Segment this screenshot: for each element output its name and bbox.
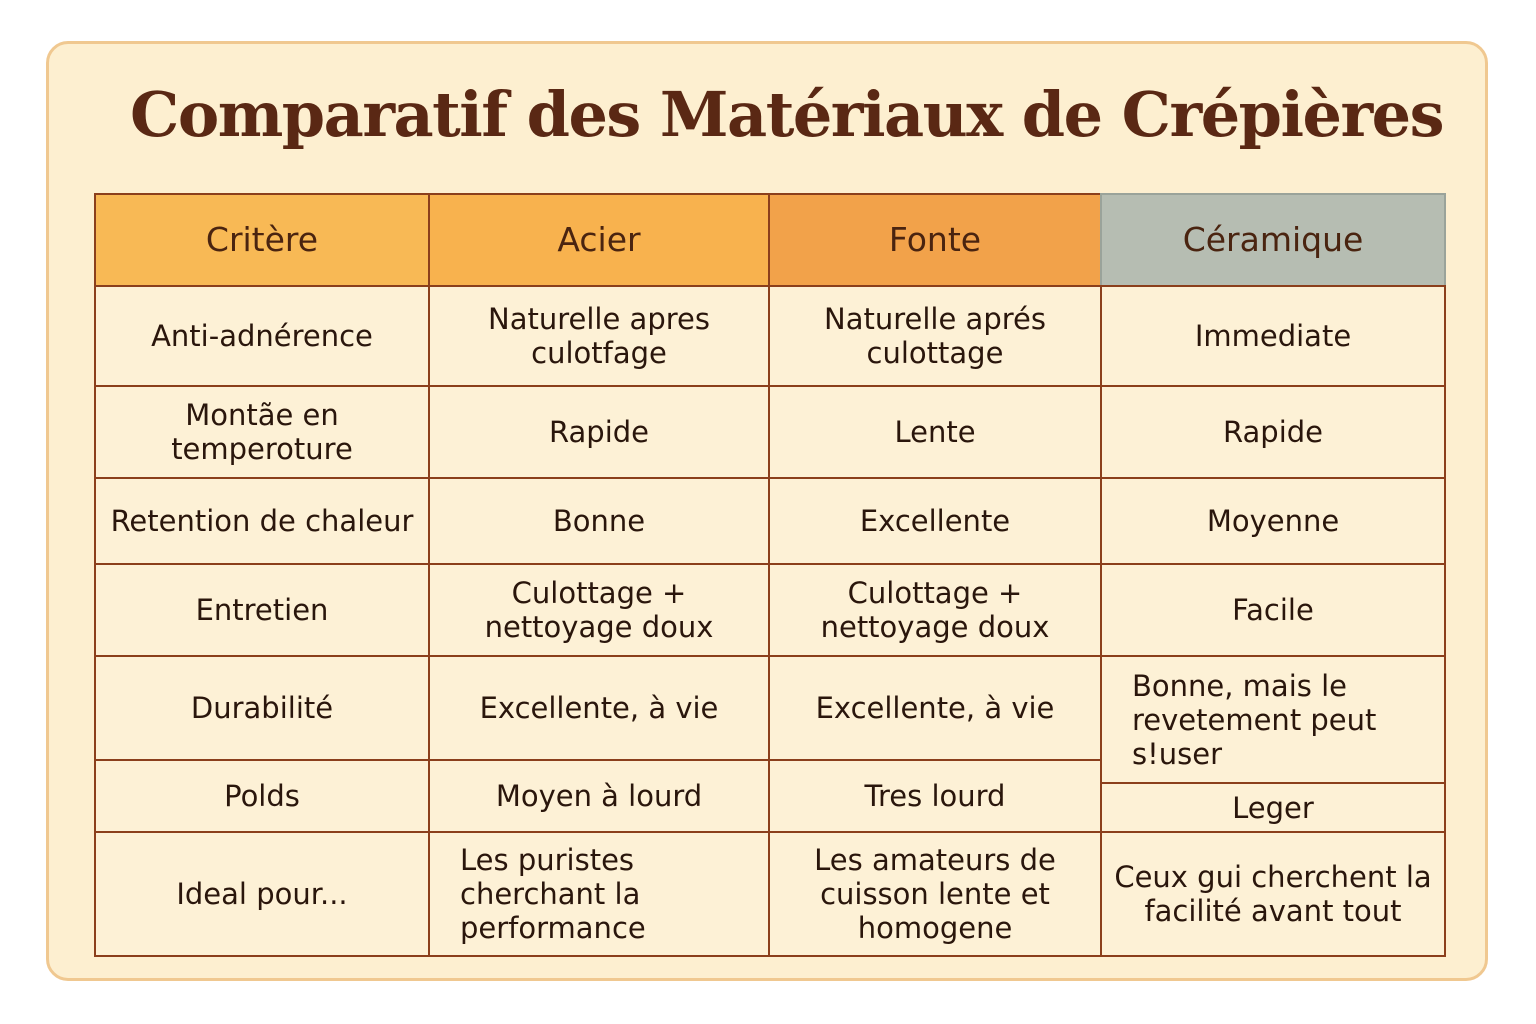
table-cell-acier: Les puristes cherchant la performance [428, 831, 770, 957]
table-cell-ceramique: Moyenne [1100, 477, 1446, 565]
table-cell-acier: Excellente, à vie [428, 655, 770, 761]
header-fonte: Fonte [768, 193, 1102, 287]
table-cell-ceramique: Facile [1100, 563, 1446, 657]
table-cell-acier: Rapide [428, 385, 770, 479]
table-cell-ceramique: Bonne, mais le revetement peut s!user [1100, 655, 1446, 784]
table-cell-fonte: Excellente, à vie [768, 655, 1102, 761]
table-cell-ceramique: Immediate [1100, 285, 1446, 387]
header-critere: Critère [94, 193, 430, 287]
table-cell-critere: Polds [94, 759, 430, 833]
table-cell-critere: Retention de chaleur [94, 477, 430, 565]
table-cell-critere: Durabilité [94, 655, 430, 761]
header-ceramique: Céramique [1100, 193, 1446, 287]
table-cell-ceramique: Ceux gui cherchent la facilité avant tout [1100, 831, 1446, 957]
table-cell-ceramique: Leger [1100, 782, 1446, 833]
table-cell-critere: Entretien [94, 563, 430, 657]
table-cell-acier: Culottage + nettoyage doux [428, 563, 770, 657]
table-cell-ceramique: Rapide [1100, 385, 1446, 479]
table-cell-fonte: Excellente [768, 477, 1102, 565]
table-cell-acier: Moyen à lourd [428, 759, 770, 833]
table-cell-critere: Anti-adnérence [94, 285, 430, 387]
table-cell-fonte: Naturelle aprés culottage [768, 285, 1102, 387]
table-cell-fonte: Tres lourd [768, 759, 1102, 833]
table-cell-acier: Naturelle apres culotfage [428, 285, 770, 387]
table-cell-critere: Ideal pour... [94, 831, 430, 957]
table-cell-fonte: Culottage + nettoyage doux [768, 563, 1102, 657]
table-cell-fonte: Les amateurs de cuisson lente et homogene [768, 831, 1102, 957]
header-acier: Acier [428, 193, 770, 287]
table-cell-critere: Montãe en temperoture [94, 385, 430, 479]
table-cell-fonte: Lente [768, 385, 1102, 479]
table-cell-acier: Bonne [428, 477, 770, 565]
page-title: Comparatif des Matériaux de Crépières [130, 78, 1444, 151]
